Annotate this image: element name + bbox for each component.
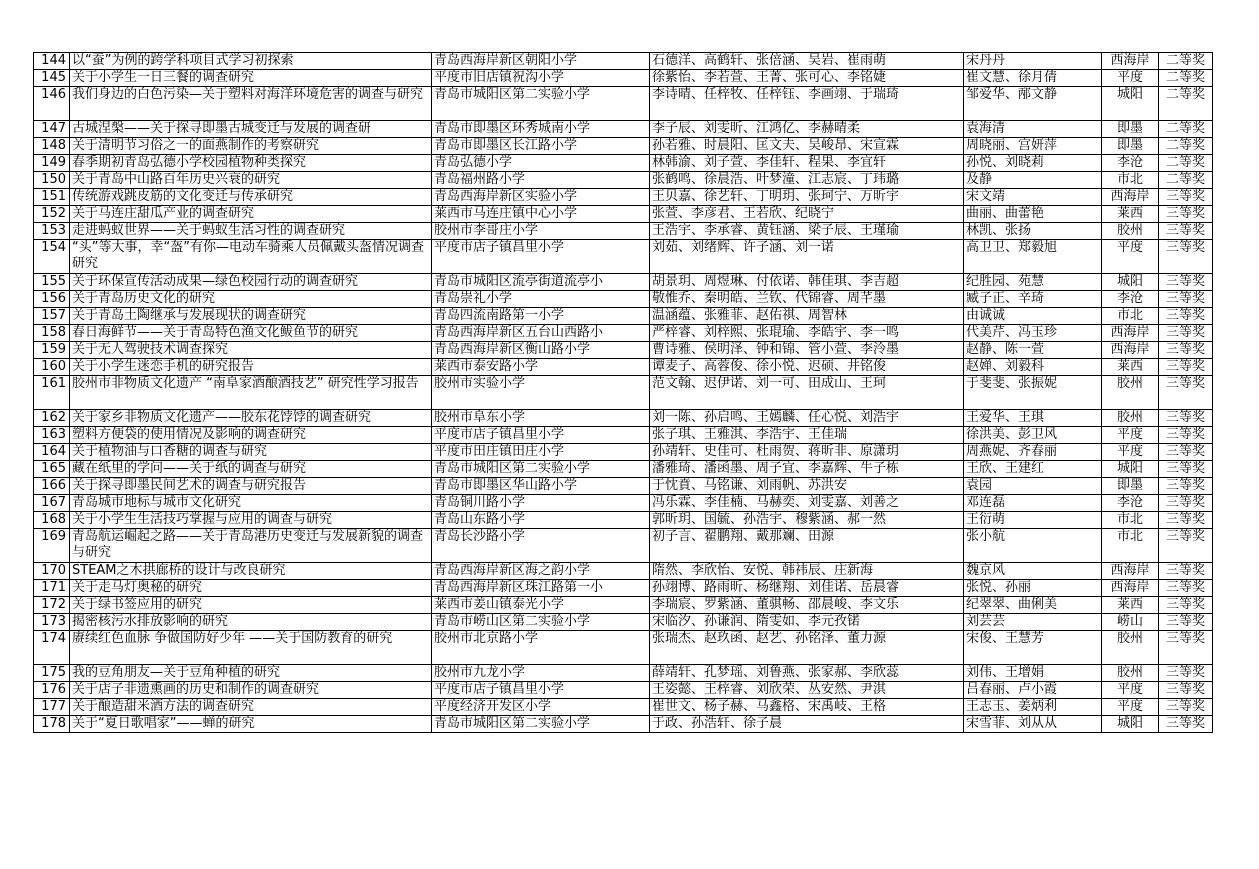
award-level: 三等奖 (1159, 682, 1213, 699)
row-number: 175 (34, 665, 70, 682)
table-row (34, 155, 1213, 172)
region: 西海岸 (1102, 563, 1159, 580)
region: 城阳 (1102, 87, 1159, 121)
region: 平度 (1102, 240, 1159, 274)
teacher-names: 王志玉、姜炳利 (964, 699, 1102, 716)
project-title: 传统游戏跳皮筋的文化变迁与传承研究 (70, 189, 432, 206)
teacher-names: 邓连磊 (964, 495, 1102, 512)
region: 西海岸 (1102, 580, 1159, 597)
table-row (34, 699, 1213, 716)
teacher-names: 赵静、陈一萱 (964, 342, 1102, 359)
table-row (34, 631, 1213, 665)
student-names: 郭昕玥、国毓、孙浩宇、穆紫涵、郝一然 (650, 512, 964, 529)
row-number: 158 (34, 325, 70, 342)
school-name: 青岛市即墨区长江路小学 (432, 138, 650, 155)
student-names: 范文翰、迟伊诺、刘一可、田成山、王珂 (650, 376, 964, 410)
award-level: 三等奖 (1159, 665, 1213, 682)
teacher-names: 吕春丽、卢小霞 (964, 682, 1102, 699)
region: 市北 (1102, 172, 1159, 189)
award-level: 二等奖 (1159, 87, 1213, 121)
table-row (34, 308, 1213, 325)
school-name: 青岛福州路小学 (432, 172, 650, 189)
region: 平度 (1102, 444, 1159, 461)
region: 西海岸 (1102, 53, 1159, 70)
school-name: 青岛市城阳区第二实验小学 (432, 87, 650, 121)
teacher-names: 宋文靖 (964, 189, 1102, 206)
student-names: 孙翊博、路雨昕、杨继翔、刘佳诺、岳晨睿 (650, 580, 964, 597)
student-names: 李诗晴、任梓牧、任梓钰、李画翊、于瑞琦 (650, 87, 964, 121)
table-row (34, 580, 1213, 597)
teacher-names: 林凯、张扬 (964, 223, 1102, 240)
school-name: 青岛西海岸新区朝阳小学 (432, 53, 650, 70)
award-level: 三等奖 (1159, 410, 1213, 427)
student-names: 初子言、翟鹏翔、戴那斓、田源 (650, 529, 964, 563)
teacher-names: 纪翠翠、曲俐美 (964, 597, 1102, 614)
student-names: 于政、孙浩轩、徐子晨 (650, 716, 964, 733)
row-number: 174 (34, 631, 70, 665)
school-name: 平度市旧店镇祝沟小学 (432, 70, 650, 87)
school-name: 平度市田庄镇田庄小学 (432, 444, 650, 461)
award-level: 二等奖 (1159, 172, 1213, 189)
table-row (34, 716, 1213, 733)
student-names: 徐紫怡、李若萱、王菁、张可心、李铭婕 (650, 70, 964, 87)
school-name: 胶州市北京路小学 (432, 631, 650, 665)
project-title: 塑料方便袋的使用情况及影响的调查研究 (70, 427, 432, 444)
award-table-body (34, 53, 1213, 733)
student-names: 张萱、李彦君、王若欣、纪晓宁 (650, 206, 964, 223)
school-name: 胶州市阜东小学 (432, 410, 650, 427)
school-name: 青岛市城阳区第二实验小学 (432, 716, 650, 733)
project-title: 关于探寻即墨民间艺术的调查与研究报告 (70, 478, 432, 495)
award-level: 三等奖 (1159, 206, 1213, 223)
teacher-names: 宋俊、王慧芳 (964, 631, 1102, 665)
project-title: 关于家乡非物质文化遗产——胶东花饽饽的调查研究 (70, 410, 432, 427)
table-row (34, 70, 1213, 87)
student-names: 刘一陈、孙启鸣、王嫣麟、任心悦、刘浩宇 (650, 410, 964, 427)
school-name: 青岛铜川路小学 (432, 495, 650, 512)
row-number: 148 (34, 138, 70, 155)
teacher-names: 纪胜园、苑慧 (964, 274, 1102, 291)
school-name: 莱西市马连庄镇中心小学 (432, 206, 650, 223)
student-names: 薛靖轩、孔梦瑶、刘鲁燕、张家郝、李欣蕊 (650, 665, 964, 682)
region: 胶州 (1102, 223, 1159, 240)
school-name: 青岛市即墨区华山路小学 (432, 478, 650, 495)
school-name: 莱西市泰安路小学 (432, 359, 650, 376)
award-level: 三等奖 (1159, 563, 1213, 580)
award-level: 三等奖 (1159, 580, 1213, 597)
row-number: 153 (34, 223, 70, 240)
award-level: 三等奖 (1159, 614, 1213, 631)
row-number: 170 (34, 563, 70, 580)
student-names: 刘茹、刘绪辉、许子涵、刘一诺 (650, 240, 964, 274)
teacher-names: 张悦、孙丽 (964, 580, 1102, 597)
project-title: 关于小学生生活技巧掌握与应用的调查与研究 (70, 512, 432, 529)
award-level: 三等奖 (1159, 478, 1213, 495)
project-title: 关于无人驾驶技术调查探究 (70, 342, 432, 359)
teacher-names: 崔文慧、徐月倩 (964, 70, 1102, 87)
table-row (34, 529, 1213, 563)
award-level: 二等奖 (1159, 53, 1213, 70)
table-row (34, 478, 1213, 495)
student-names: 孙若雅、时晨阳、匡文夫、吴峻昂、宋宣霖 (650, 138, 964, 155)
project-title: 关于植物油与口香糖的调查与研究 (70, 444, 432, 461)
project-title: 关于走马灯奥秘的研究 (70, 580, 432, 597)
student-names: 孙靖轩、史佳可、杜雨贺、蒋昕非、原潇玥 (650, 444, 964, 461)
award-level: 三等奖 (1159, 699, 1213, 716)
teacher-names: 袁海清 (964, 121, 1102, 138)
table-row (34, 53, 1213, 70)
project-title: 胶州市非物质文化遗产 “南阜家酒酿酒技艺” 研究性学习报告 (70, 376, 432, 410)
award-level: 三等奖 (1159, 291, 1213, 308)
student-names: 曹诗雅、侯明泽、钟和锦、管小萱、李泠墨 (650, 342, 964, 359)
region: 莱西 (1102, 206, 1159, 223)
region: 市北 (1102, 308, 1159, 325)
region: 李沧 (1102, 495, 1159, 512)
student-names: 宋临汐、孙谦润、隋雯如、李元孜锘 (650, 614, 964, 631)
award-level: 三等奖 (1159, 274, 1213, 291)
teacher-names: 由诚诚 (964, 308, 1102, 325)
table-row (34, 427, 1213, 444)
table-row (34, 495, 1213, 512)
student-names: 张瑞杰、赵玖函、赵艺、孙铭泽、董力源 (650, 631, 964, 665)
teacher-names: 王衍萌 (964, 512, 1102, 529)
region: 平度 (1102, 70, 1159, 87)
table-row (34, 665, 1213, 682)
school-name: 胶州市李哥庄小学 (432, 223, 650, 240)
award-level: 三等奖 (1159, 597, 1213, 614)
teacher-names: 宋雪菲、刘从从 (964, 716, 1102, 733)
teacher-names: 赵婵、刘毅科 (964, 359, 1102, 376)
table-row (34, 87, 1213, 121)
region: 平度 (1102, 682, 1159, 699)
teacher-names: 曲丽、曲蕾艳 (964, 206, 1102, 223)
school-name: 平度市店子镇昌里小学 (432, 682, 650, 699)
student-names: 严梓睿、刘梓熙、张琨瑜、李皓宇、李一鸣 (650, 325, 964, 342)
teacher-names: 周燕妮、齐春丽 (964, 444, 1102, 461)
region: 莱西 (1102, 597, 1159, 614)
row-number: 157 (34, 308, 70, 325)
row-number: 144 (34, 53, 70, 70)
region: 李沧 (1102, 155, 1159, 172)
table-row (34, 274, 1213, 291)
teacher-names: 邹爱华、邴文静 (964, 87, 1102, 121)
project-title: 古城涅槃——关于探寻即墨古城变迁与发展的调查研 (70, 121, 432, 138)
school-name: 胶州市九龙小学 (432, 665, 650, 682)
award-level: 三等奖 (1159, 461, 1213, 478)
region: 胶州 (1102, 410, 1159, 427)
award-level: 三等奖 (1159, 376, 1213, 410)
school-name: 青岛崇礼小学 (432, 291, 650, 308)
student-names: 王姿懿、王梓睿、刘欣荣、丛安然、尹淇 (650, 682, 964, 699)
teacher-names: 臧子正、辛琦 (964, 291, 1102, 308)
table-row (34, 189, 1213, 206)
region: 西海岸 (1102, 325, 1159, 342)
school-name: 莱西市姜山镇泰光小学 (432, 597, 650, 614)
row-number: 164 (34, 444, 70, 461)
region: 崂山 (1102, 614, 1159, 631)
award-level: 二等奖 (1159, 70, 1213, 87)
award-level: 三等奖 (1159, 512, 1213, 529)
student-names: 潘雅琦、潘函墨、周子宜、李嘉辉、牛子栋 (650, 461, 964, 478)
student-names: 张子琪、王雅淇、李浩宇、王佳瑞 (650, 427, 964, 444)
table-row (34, 359, 1213, 376)
school-name: 青岛四流南路第一小学 (432, 308, 650, 325)
region: 市北 (1102, 512, 1159, 529)
row-number: 167 (34, 495, 70, 512)
row-number: 162 (34, 410, 70, 427)
award-level: 三等奖 (1159, 427, 1213, 444)
row-number: 160 (34, 359, 70, 376)
row-number: 163 (34, 427, 70, 444)
award-level: 三等奖 (1159, 359, 1213, 376)
teacher-names: 及静 (964, 172, 1102, 189)
table-row (34, 461, 1213, 478)
school-name: 青岛弘德小学 (432, 155, 650, 172)
region: 莱西 (1102, 359, 1159, 376)
region: 城阳 (1102, 716, 1159, 733)
project-title: 关于环保宣传活动成果—绿色校园行动的调查研究 (70, 274, 432, 291)
teacher-names: 刘芸芸 (964, 614, 1102, 631)
award-level: 二等奖 (1159, 155, 1213, 172)
school-name: 青岛西海岸新区海之韵小学 (432, 563, 650, 580)
project-title: 关于青岛中山路百年历史兴衰的研究 (70, 172, 432, 189)
award-level: 二等奖 (1159, 138, 1213, 155)
project-title: 青岛城市地标与城市文化研究 (70, 495, 432, 512)
award-level: 三等奖 (1159, 308, 1213, 325)
project-title: 关于酿造甜米酒方法的调查研究 (70, 699, 432, 716)
row-number: 146 (34, 87, 70, 121)
award-table (33, 52, 1213, 733)
table-row (34, 325, 1213, 342)
region: 即墨 (1102, 121, 1159, 138)
region: 即墨 (1102, 138, 1159, 155)
table-row (34, 342, 1213, 359)
project-title: STEAM之木拱廊桥的设计与改良研究 (70, 563, 432, 580)
teacher-names: 孙悦、刘晓莉 (964, 155, 1102, 172)
region: 胶州 (1102, 376, 1159, 410)
region: 平度 (1102, 699, 1159, 716)
award-level: 三等奖 (1159, 444, 1213, 461)
school-name: 青岛山东路小学 (432, 512, 650, 529)
teacher-names: 代美芹、冯玉珍 (964, 325, 1102, 342)
table-row (34, 410, 1213, 427)
teacher-names: 王爱华、王琪 (964, 410, 1102, 427)
table-row (34, 206, 1213, 223)
project-title: 关于青岛土陶继承与发展现状的调查研究 (70, 308, 432, 325)
row-number: 150 (34, 172, 70, 189)
row-number: 156 (34, 291, 70, 308)
region: 胶州 (1102, 665, 1159, 682)
award-level: 三等奖 (1159, 189, 1213, 206)
row-number: 171 (34, 580, 70, 597)
award-level: 二等奖 (1159, 121, 1213, 138)
table-row (34, 444, 1213, 461)
student-names: 敬惟乔、秦明皓、兰钦、代锦睿、周芊墨 (650, 291, 964, 308)
teacher-names: 周晓丽、宫妍萍 (964, 138, 1102, 155)
project-title: 关于青岛历史文化的研究 (70, 291, 432, 308)
project-title: 我们身边的白色污染—关于塑料对海洋环境危害的调查与研究 (70, 87, 432, 121)
region: 平度 (1102, 427, 1159, 444)
region: 西海岸 (1102, 342, 1159, 359)
row-number: 161 (34, 376, 70, 410)
region: 城阳 (1102, 274, 1159, 291)
row-number: 151 (34, 189, 70, 206)
row-number: 176 (34, 682, 70, 699)
school-name: 青岛西海岸新区实验小学 (432, 189, 650, 206)
project-title: 春日海鲜节——关于青岛特色渔文化鲅鱼节的研究 (70, 325, 432, 342)
award-level: 三等奖 (1159, 631, 1213, 665)
table-row (34, 121, 1213, 138)
award-level: 三等奖 (1159, 240, 1213, 274)
row-number: 168 (34, 512, 70, 529)
school-name: 胶州市实验小学 (432, 376, 650, 410)
table-row (34, 138, 1213, 155)
award-level: 三等奖 (1159, 495, 1213, 512)
teacher-names: 魏京风 (964, 563, 1102, 580)
school-name: 青岛市即墨区环秀城南小学 (432, 121, 650, 138)
table-row (34, 172, 1213, 189)
project-title: 关于清明节习俗之一的面燕制作的考察研究 (70, 138, 432, 155)
award-level: 三等奖 (1159, 325, 1213, 342)
row-number: 152 (34, 206, 70, 223)
student-names: 隋然、李欣怡、安悦、韩祎辰、庄新海 (650, 563, 964, 580)
project-title: 关于店子非遗熏画的历史和制作的调查研究 (70, 682, 432, 699)
project-title: 关于小学生迷恋手机的研究报告 (70, 359, 432, 376)
region: 胶州 (1102, 631, 1159, 665)
row-number: 145 (34, 70, 70, 87)
student-names: 谭麦子、高蓉俊、徐小悦、迟硕、井铭俊 (650, 359, 964, 376)
row-number: 177 (34, 699, 70, 716)
project-title: 走进蚂蚁世界——关于蚂蚁生活习性的调查研究 (70, 223, 432, 240)
school-name: 平度市店子镇昌里小学 (432, 240, 650, 274)
student-names: 张鹤鸣、徐晨浩、叶梦潼、江志宸、丁玮璐 (650, 172, 964, 189)
school-name: 青岛市城阳区第二实验小学 (432, 461, 650, 478)
table-row (34, 512, 1213, 529)
table-row (34, 240, 1213, 274)
project-title: 以“蚕”为例的跨学科项目式学习初探索 (70, 53, 432, 70)
school-name: 青岛长沙路小学 (432, 529, 650, 563)
row-number: 155 (34, 274, 70, 291)
row-number: 154 (34, 240, 70, 274)
region: 城阳 (1102, 461, 1159, 478)
student-names: 胡景玥、周煜琳、付依诺、韩佳琪、李吉超 (650, 274, 964, 291)
award-level: 三等奖 (1159, 716, 1213, 733)
row-number: 159 (34, 342, 70, 359)
row-number: 166 (34, 478, 70, 495)
table-row (34, 614, 1213, 631)
school-name: 青岛西海岸新区五台山西路小 (432, 325, 650, 342)
row-number: 165 (34, 461, 70, 478)
row-number: 169 (34, 529, 70, 563)
project-title: 我的豆角朋友—关于豆角种植的研究 (70, 665, 432, 682)
teacher-names: 高卫卫、郑毅旭 (964, 240, 1102, 274)
table-row (34, 563, 1213, 580)
school-name: 平度市店子镇昌里小学 (432, 427, 650, 444)
project-title: 揭密核污水排放影响的研究 (70, 614, 432, 631)
student-names: 于忱賁、马铭谦、刘雨帆、苏洪安 (650, 478, 964, 495)
region: 市北 (1102, 529, 1159, 563)
student-names: 李子辰、刘雯昕、江鸿亿、李赫晴柔 (650, 121, 964, 138)
table-row (34, 597, 1213, 614)
row-number: 149 (34, 155, 70, 172)
table-row (34, 223, 1213, 240)
award-level: 三等奖 (1159, 342, 1213, 359)
project-title: 关于小学生一日三餐的调查研究 (70, 70, 432, 87)
row-number: 178 (34, 716, 70, 733)
region: 即墨 (1102, 478, 1159, 495)
table-row (34, 291, 1213, 308)
teacher-names: 张小航 (964, 529, 1102, 563)
student-names: 冯乐霖、李佳楠、马赫奕、刘雯嘉、刘善之 (650, 495, 964, 512)
row-number: 147 (34, 121, 70, 138)
project-title: 关于绿书签应用的研究 (70, 597, 432, 614)
project-title: 关于“夏日歌唱家”——蝉的研究 (70, 716, 432, 733)
project-title: 青岛航运崛起之路——关于青岛港历史变迁与发展新貌的调查与研究 (70, 529, 432, 563)
teacher-names: 刘伟、王增娟 (964, 665, 1102, 682)
award-level: 三等奖 (1159, 529, 1213, 563)
award-level: 三等奖 (1159, 223, 1213, 240)
teacher-names: 袁园 (964, 478, 1102, 495)
student-names: 崔世文、杨子赫、马鑫格、宋禹岐、王格 (650, 699, 964, 716)
project-title: 春季期初青岛弘德小学校园植物种类探究 (70, 155, 432, 172)
project-title: 赓续红色血脉 争做国防好少年 ——关于国防教育的研究 (70, 631, 432, 665)
student-names: 王浩宇、李承睿、黄钰涵、梁子辰、王瑾瑜 (650, 223, 964, 240)
table-row (34, 376, 1213, 410)
school-name: 青岛西海岸新区珠江路第一小 (432, 580, 650, 597)
student-names: 石德洋、高鹤轩、张倍涵、吴岩、崔雨萌 (650, 53, 964, 70)
student-names: 王贝嘉、徐艺轩、丁明玥、张珂宁、万昕宇 (650, 189, 964, 206)
row-number: 173 (34, 614, 70, 631)
table-row (34, 682, 1213, 699)
teacher-names: 宋丹丹 (964, 53, 1102, 70)
student-names: 李瑞宸、罗紫涵、董骐畅、邵晨峻、李文乐 (650, 597, 964, 614)
teacher-names: 徐洪美、彭卫风 (964, 427, 1102, 444)
project-title: “头”等大事，幸“盔”有你—电动车骑乘人员佩戴头盔情况调查研究 (70, 240, 432, 274)
school-name: 青岛市城阳区流亭街道流亭小 (432, 274, 650, 291)
teacher-names: 于斐斐、张振妮 (964, 376, 1102, 410)
region: 西海岸 (1102, 189, 1159, 206)
school-name: 平度经济开发区小学 (432, 699, 650, 716)
region: 李沧 (1102, 291, 1159, 308)
project-title: 关于马连庄甜瓜产业的调查研究 (70, 206, 432, 223)
school-name: 青岛市崂山区第二实验小学 (432, 614, 650, 631)
student-names: 林韩渝、刘子萱、李佳轩、程果、李宜轩 (650, 155, 964, 172)
row-number: 172 (34, 597, 70, 614)
student-names: 温涵蕴、张雅菲、赵佑祺、周智林 (650, 308, 964, 325)
project-title: 藏在纸里的学问——关于纸的调查与研究 (70, 461, 432, 478)
teacher-names: 王欣、王建红 (964, 461, 1102, 478)
school-name: 青岛西海岸新区衡山路小学 (432, 342, 650, 359)
